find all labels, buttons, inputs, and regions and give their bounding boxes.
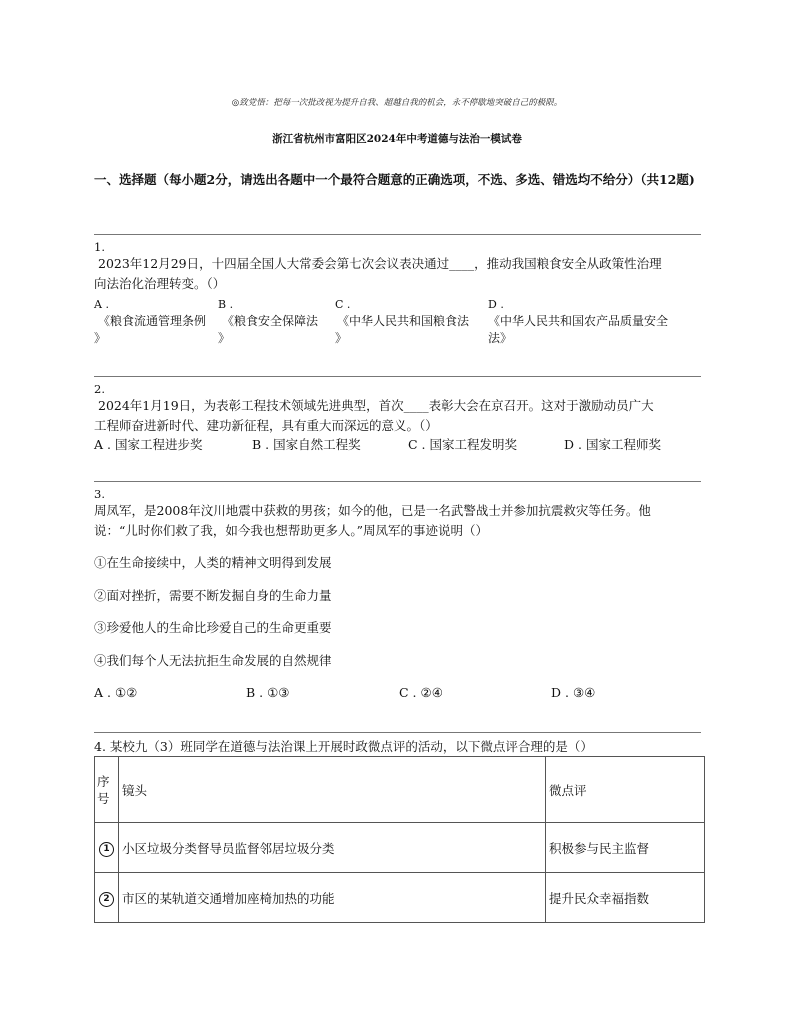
option-text: 》 (335, 331, 348, 345)
divider (94, 481, 701, 482)
option-c[interactable] (335, 296, 488, 347)
option-a[interactable]: A . 国家工程进步奖 (94, 437, 203, 452)
row-scene: 小区垃圾分类督导员监督邻居垃圾分类 (119, 823, 546, 873)
table-row (95, 823, 705, 873)
header-text: 序号 (97, 773, 110, 806)
question-3 (94, 487, 706, 703)
row-comment: 提升民众幸福指数 (546, 873, 705, 923)
option-b[interactable] (218, 296, 335, 347)
section-heading: 一、选择题（每小题2分，请选出各题中一个最符合题意的正确选项，不选、多选、错选均不给分）（共12题) (94, 172, 695, 187)
option-letter: D . (488, 298, 504, 311)
question-stem-line: 向法治化治理转变。（） (94, 275, 226, 291)
divider (94, 234, 701, 235)
option-letter: C . (335, 298, 351, 311)
option-a[interactable]: A . ①② (94, 685, 138, 700)
question-stem-line: 周凤军，是2008年汶川地震中获救的男孩；如今的他，已是一名武警战士并参加抗震救灾等任务。他 (94, 503, 651, 518)
question-number: 3. (94, 487, 105, 501)
row-no (95, 823, 119, 873)
option-c[interactable]: C . ②④ (399, 685, 443, 700)
option-text: 《中华人民共和国农产品质量安全 (488, 314, 669, 328)
table-row (95, 873, 705, 923)
option-text: 《粮食流通管理条例 (98, 314, 207, 328)
question-stem-line: 2023年12月29日，十四届全国人大常委会第七次会议表决通过____，推动我国粮食安全从政策性治理 (98, 256, 662, 271)
option-letter: B . (218, 298, 234, 311)
option-d[interactable]: D . 国家工程师奖 (564, 437, 661, 452)
statement: ①在生命接续中，人类的精神文明得到发展 (94, 555, 332, 570)
options-row (94, 296, 706, 347)
option-b[interactable]: B . ①③ (246, 685, 290, 700)
question-stem-line: 工程师奋进新时代、建功新征程，具有重大而深远的意义。（） (94, 417, 438, 433)
table-header-row (95, 757, 705, 823)
option-d[interactable] (488, 296, 703, 347)
option-text: 《中华人民共和国粮食法 (337, 314, 470, 328)
option-a[interactable] (94, 296, 218, 347)
question-number: 1. (94, 240, 105, 254)
option-b[interactable]: B . 国家自然工程奖 (252, 437, 361, 452)
divider (94, 376, 701, 377)
question-stem-line: 2024年1月19日，为表彰工程技术领域先进典型，首次____表彰大会在京召开。这对于激励动员广大 (98, 398, 654, 413)
option-text: 》 (218, 331, 231, 345)
header-comment: 微点评 (546, 757, 705, 823)
header-no (95, 757, 119, 823)
exam-title: 浙江省杭州市富阳区2024年中考道德与法治一模试卷 (272, 133, 522, 145)
options-row (94, 435, 706, 455)
comment-table (94, 756, 705, 923)
question-1 (94, 240, 706, 347)
question-2 (94, 382, 706, 455)
statement: ②面对挫折，需要不断发掘自身的生命力量 (94, 587, 332, 603)
option-text: 法》 (488, 331, 513, 345)
statement: ④我们每个人无法抗拒生命发展的自然规律 (94, 652, 332, 668)
question-number: 2. (94, 382, 105, 396)
motto: ◎致党悟：把每一次批改视为提升自我、超越自我的机会，永不停歇地突破自己的极限。 (231, 98, 563, 108)
question-stem-line: 说：“儿时你们救了我，如今我也想帮助更多人。”周凤军的事迹说明（） (94, 522, 489, 538)
row-scene: 市区的某轨道交通增加座椅加热的功能 (119, 873, 546, 923)
header-scene: 镜头 (119, 757, 546, 823)
question-4-stem: 4. 某校九（3）班同学在道德与法治课上开展时政微点评的活动，以下微点评合理的是（） (94, 739, 593, 754)
circled-number: 1 (99, 842, 114, 857)
option-c[interactable]: C . 国家工程发明奖 (408, 437, 517, 452)
circled-number: 2 (99, 892, 114, 907)
statement: ③珍爱他人的生命比珍爱自己的生命更重要 (94, 620, 332, 635)
divider (94, 732, 701, 733)
option-d[interactable]: D . ③④ (551, 685, 596, 700)
options-row (94, 683, 706, 703)
row-comment: 积极参与民主监督 (546, 823, 705, 873)
option-letter: A . (94, 298, 109, 311)
option-text: 》 (94, 331, 107, 345)
option-text: 《粮食安全保障法 (222, 314, 319, 328)
row-no (95, 873, 119, 923)
